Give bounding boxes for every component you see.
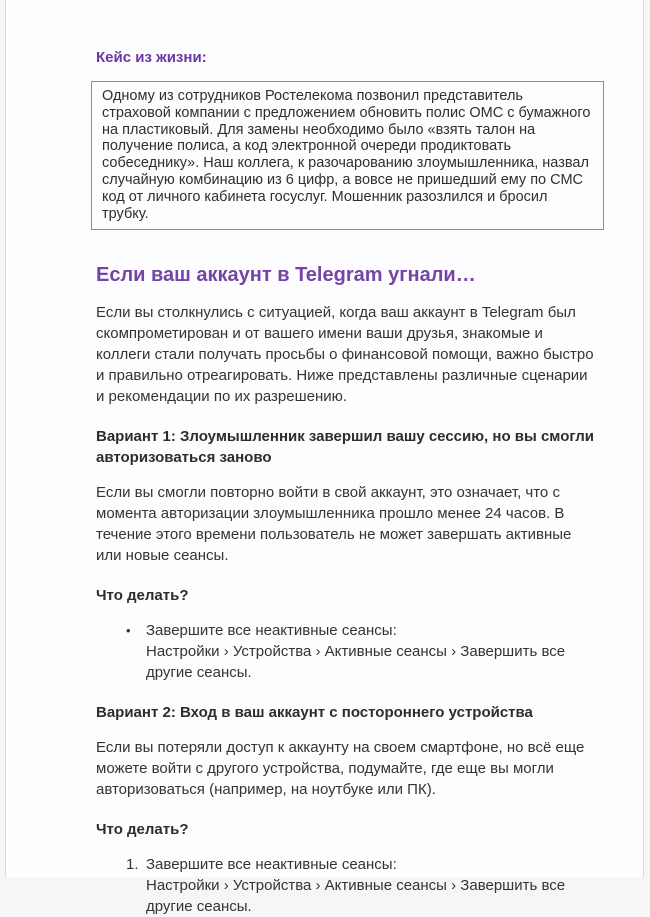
document-page — [5, 0, 644, 916]
variant2-body: Если вы потеряли доступ к аккаунту на своем смартфоне, но всё еще можете войти с другого устройства, подумайте, где еще вы могли авторизоваться (например, на ноутбуке или ПК). — [96, 739, 585, 799]
step-line2: Настройки › Устройства › Активные сеансы › Завершить все другие сеансы. — [146, 877, 566, 916]
variant1-heading: Вариант 1: Злоумышленник завершил вашу сессию, но вы смогли авторизоваться заново — [96, 428, 594, 467]
case-study-box — [91, 81, 604, 230]
document-content — [6, 0, 645, 917]
section-title: Если ваш аккаунт в Telegram угнали… — [96, 264, 476, 287]
case-study-heading: Кейс из жизни: — [96, 49, 207, 66]
variant2-heading: Вариант 2: Вход в ваш аккаунт с постороннего устройства — [96, 704, 533, 722]
intro-paragraph: Если вы столкнулись с ситуацией, когда ваш аккаунт в Telegram был скомпрометирован и от вашего имени ваши друзья, знакомые и коллеги стали получать просьбы о финансовой помощи, важно быстро и правильно отреагировать. Ниже представлены различные сценарии и рекомендации по их разрешению. — [96, 304, 594, 406]
step-line1: Завершите все неактивные сеансы: — [146, 856, 397, 874]
bullet-icon: • — [126, 623, 131, 639]
variant1-what-to-do-heading: Что делать? — [96, 587, 189, 605]
step-line2: Настройки › Устройства › Активные сеансы › Завершить все другие сеансы. — [146, 643, 566, 682]
list-item — [96, 620, 595, 683]
list-item — [96, 854, 595, 917]
step-number: 1. — [126, 856, 139, 874]
case-study-text: Одному из сотрудников Ростелекома позвонил представитель страховой компании с предложением обновить полис ОМС с бумажного на пластиковый. Для замены необходимо было «взять талон на получение полиса, а код электронной очереди продиктовать собеседнику». Наш коллега, к разочарованию злоумышленника, назвал случайную комбинацию из 6 цифр, а вовсе не пришедший ему по СМС код от личного кабинета госуслуг. Мошенник разозлился и бросил трубку. — [102, 88, 591, 222]
variant2-step-list — [96, 854, 595, 917]
step-line1: Завершите все неактивные сеансы: — [146, 622, 397, 640]
variant2-what-to-do-heading: Что делать? — [96, 821, 189, 839]
variant1-step-list — [96, 620, 595, 683]
variant1-body: Если вы смогли повторно войти в свой аккаунт, это означает, что с момента авторизации злоумышленника прошло менее 24 часов. В течение этого времени пользователь не может завершать активные или новые сеансы. — [96, 484, 572, 565]
